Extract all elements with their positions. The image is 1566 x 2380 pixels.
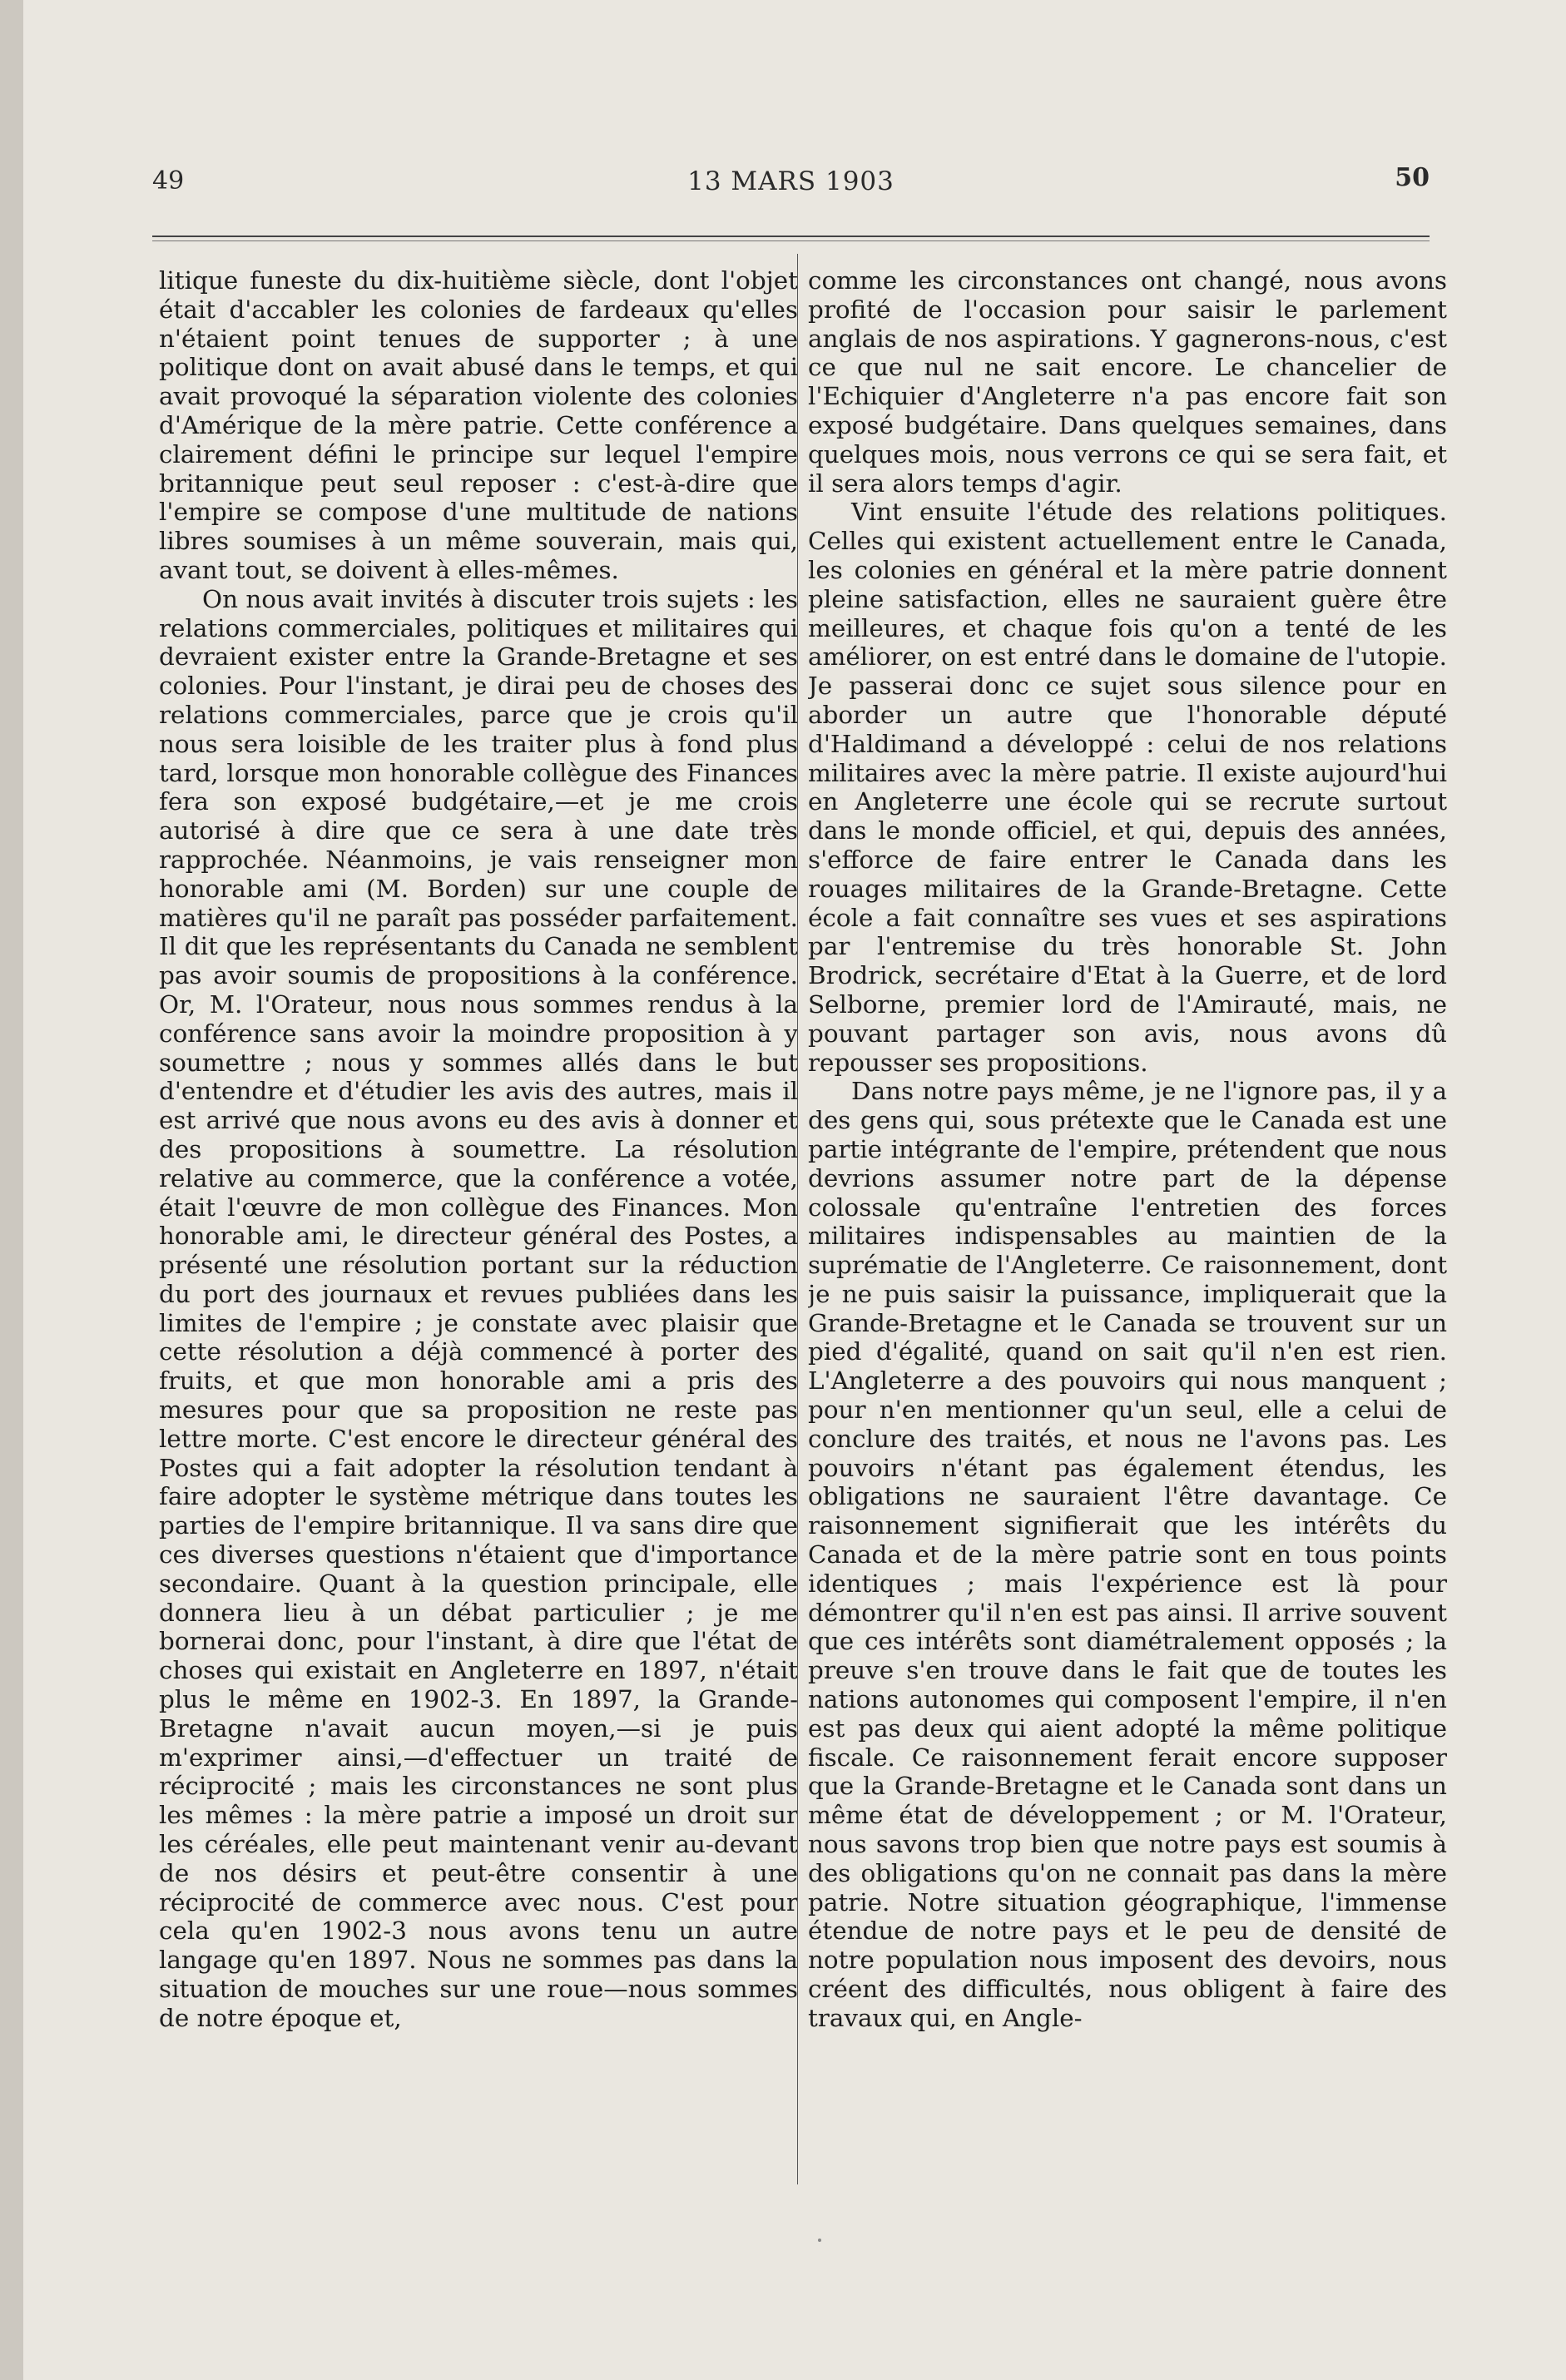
left-column [159,266,798,2189]
header-rule [152,236,1430,241]
paragraph: Dans notre pays même, je ne l'ignore pas, il y a des gens qui, sous prétexte que le Canada est une partie intégrante de l'empire, prétendent que nous devrions assumer notre part de la dépense colossale qu'entraîne l'entretien des forces militaires indispensables au maintien de la suprématie de l'Angleterre. Ce raisonnement, dont je ne puis saisir la puissance, impliquerait que la Grande-Bretagne et le Canada se trouvent sur un pied d'égalité, quand on sait qu'il n'en est rien. L'Angleterre a des pouvoirs qui nous manquent ; pour n'en mentionner qu'un seul, elle a celui de conclure des traités, et nous ne l'avons pas. Les pouvoirs n'étant pas également étendus, les obligations ne sauraient l'être davantage. Ce raisonnement signifierait que les intérêts du Canada et de la mère patrie sont en tous points identiques ; mais l'expérience est là pour démontrer qu'il n'en est pas ainsi. Il arrive souvent que ces intérêts sont diamétralement opposés ; la preuve s'en trouve dans le fait que de toutes les nations autonomes qui composent l'empire, il n'en est pas deux qui aient adopté la même politique fiscale. Ce raisonnement ferait encore supposer que la Grande-Bretagne et le Canada sont dans un même état de développement ; or M. l'Orateur, nous savons trop bien que notre pays est soumis à des obligations qu'on ne connait pas dans la mère patrie. Notre situation géographique, l'immense étendue de notre pays et le peu de densité de notre population nous imposent des devoirs, nous créent des difficultés, nous obligent à faire des travaux qui, en Angle- [808,1077,1447,2032]
page-number-right: 50 [1395,163,1430,192]
page-title: 13 MARS 1903 [687,166,895,196]
page-header [152,163,1430,216]
paragraph: litique funeste du dix-huitième siècle, dont l'objet était d'accabler les colonies de fardeaux qu'elles n'étaient point tenues de supporter ; à une politique dont on avait abusé dans le temps, et qui avait provoqué la séparation violente des colonies d'Amérique de la mère patrie. Cette conférence a clairement défini le principe sur lequel l'empire britannique peut seul reposer : c'est-à-dire que l'empire se compose d'une multitude de nations libres soumises à un même souverain, mais qui, avant tout, se doivent à elles-mêmes. [159,266,798,584]
paragraph: comme les circonstances ont changé, nous avons profité de l'occasion pour saisir le parlement anglais de nos aspirations. Y gagnerons-nous, c'est ce que nul ne sait encore. Le chancelier de l'Echiquier d'Angleterre n'a pas encore fait son exposé budgétaire. Dans quelques semaines, dans quelques mois, nous verrons ce qui se sera fait, et il sera alors temps d'agir. [808,266,1447,498]
right-column [808,266,1447,2189]
paper-speck [818,2239,821,2242]
paragraph: Vint ensuite l'étude des relations politiques. Celles qui existent actuellement entre le Canada, les colonies en général et la mère patrie donnent pleine satisfaction, elles ne sauraient guère être meilleures, et chaque fois qu'on a tenté de les améliorer, on est entré dans le domaine de l'utopie. Je passerai donc ce sujet sous silence pour en aborder un autre que l'honorable député d'Haldimand a développé : celui de nos relations militaires avec la mère patrie. Il existe aujourd'hui en Angleterre une école qui se recrute surtout dans le monde officiel, et qui, depuis des années, s'efforce de faire entrer le Canada dans les rouages militaires de la Grande-Bretagne. Cette école a fait connaître ses vues et ses aspirations par l'entremise du très honorable St. John Brodrick, secrétaire d'Etat à la Guerre, et de lord Selborne, premier lord de l'Amirauté, mais, ne pouvant partager son avis, nous avons dû repousser ses propositions. [808,498,1447,1077]
column-divider [797,254,798,2184]
page-number-left: 49 [152,166,185,196]
paragraph: On nous avait invités à discuter trois sujets : les relations commerciales, politiques et militaires qui devraient exister entre la Grande-Bretagne et ses colonies. Pour l'instant, je dirai peu de choses des relations commerciales, parce que je crois qu'il nous sera loisible de les traiter plus à fond plus tard, lorsque mon honorable collègue des Finances fera son exposé budgétaire,—et je me crois autorisé à dire que ce sera à une date très rapprochée. Néanmoins, je vais renseigner mon honorable ami (M. Borden) sur une couple de matières qu'il ne paraît pas posséder parfaitement. Il dit que les représentants du Canada ne semblent pas avoir soumis de propositions à la conférence. Or, M. l'Orateur, nous nous sommes rendus à la conférence sans avoir la moindre proposition à y soumettre ; nous y sommes allés dans le but d'entendre et d'étudier les avis des autres, mais il est arrivé que nous avons eu des avis à donner et des propositions à soumettre. La résolution relative au commerce, que la conférence a votée, était l'œuvre de mon collègue des Finances. Mon honorable ami, le directeur général des Postes, a présenté une résolution portant sur la réduction du port des journaux et revues publiées dans les limites de l'empire ; je constate avec plaisir que cette résolution a déjà commencé à porter des fruits, et que mon honorable ami a pris des mesures pour que sa proposition ne reste pas lettre morte. C'est encore le directeur général des Postes qui a fait adopter la résolution tendant à faire adopter le système métrique dans toutes les parties de l'empire britannique. Il va sans dire que ces diverses questions n'étaient que d'importance secondaire. Quant à la question principale, elle donnera lieu à un débat particulier ; je me bornerai donc, pour l'instant, à dire que l'état de choses qui existait en Angleterre en 1897, n'était plus le même en 1902-3. En 1897, la Grande-Bretagne n'avait aucun moyen,—si je puis m'exprimer ainsi,—d'effectuer un traité de réciprocité ; mais les circonstances ne sont plus les mêmes : la mère patrie a imposé un droit sur les céréales, elle peut maintenant venir au-devant de nos désirs et peut-être consentir à une réciprocité de commerce avec nous. C'est pour cela qu'en 1902-3 nous avons tenu un autre langage qu'en 1897. Nous ne sommes pas dans la situation de mouches sur une roue—nous sommes de notre époque et, [159,584,798,2032]
